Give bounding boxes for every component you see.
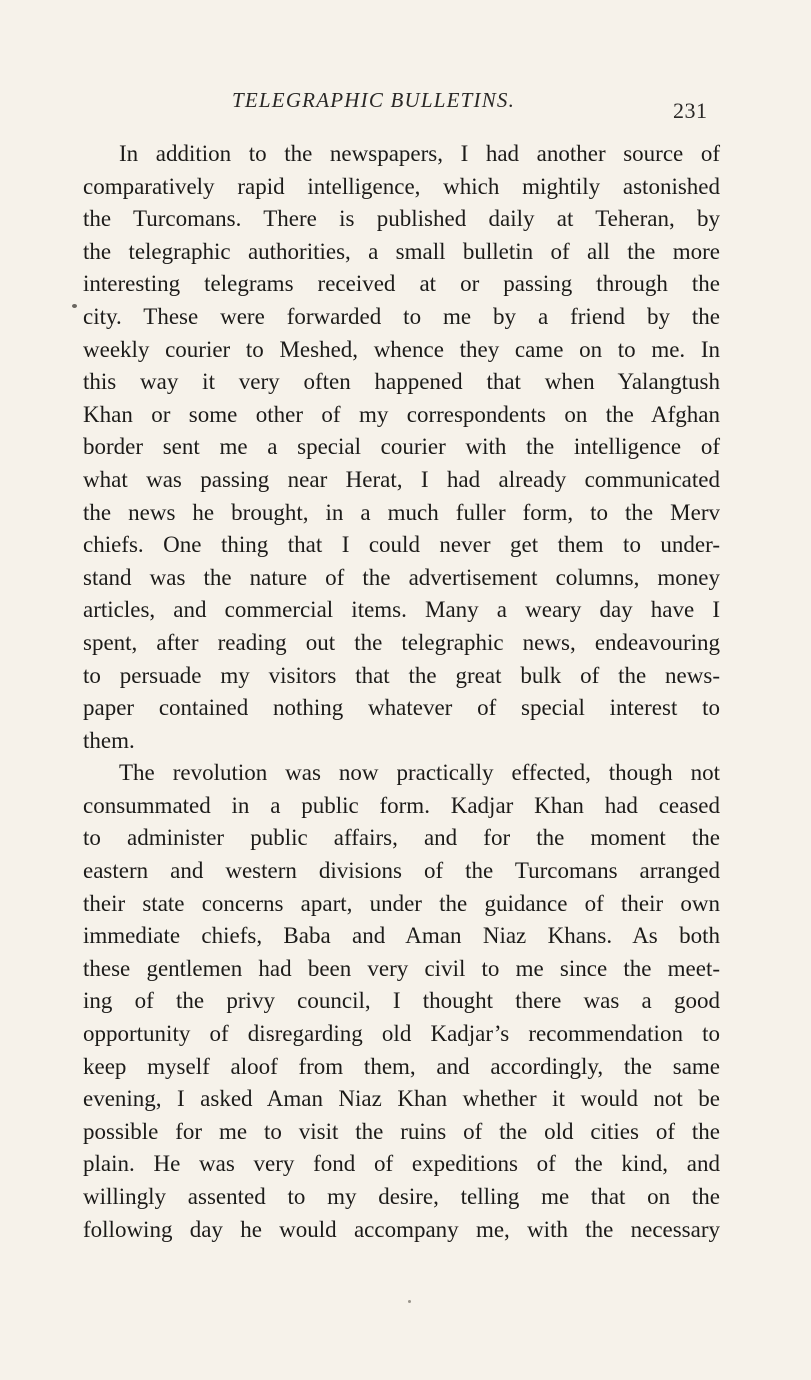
- paragraph-1: [83, 138, 720, 757]
- text-line: the Turcomans. There is published daily at Teheran, by: [83, 206, 720, 232]
- text-line: the telegraphic authorities, a small bulletin of all the more: [83, 238, 720, 264]
- body-text: [83, 138, 720, 1246]
- running-head: [0, 88, 811, 123]
- text-line: eastern and western divisions of the Turcomans arranged: [83, 858, 720, 884]
- text-line: plain. He was very fond of expeditions of the kind, and: [83, 1151, 720, 1177]
- paragraph-2: [83, 757, 720, 1246]
- ink-speck: [72, 304, 77, 308]
- text-line: possible for me to visit the ruins of the old cities of the: [83, 1118, 720, 1144]
- text-line: interesting telegrams received at or passing through the: [83, 271, 720, 297]
- text-line: spent, after reading out the telegraphic news, endeavouring: [83, 629, 720, 655]
- text-line: Khan or some other of my correspondents on the Afghan: [83, 401, 720, 427]
- text-line: border sent me a special courier with the intelligence of: [83, 434, 720, 460]
- text-line: paper contained nothing whatever of special interest to: [83, 695, 720, 721]
- text-line: immediate chiefs, Baba and Aman Niaz Khans. As both: [83, 923, 720, 949]
- text-line: stand was the nature of the advertisement columns, money: [83, 564, 720, 590]
- text-line: them.: [83, 727, 135, 753]
- ink-speck: [408, 1300, 411, 1303]
- text-line: city. These were forwarded to me by a friend by the: [83, 303, 720, 329]
- text-line: willingly assented to my desire, telling me that on the: [83, 1184, 720, 1209]
- text-line: comparatively rapid intelligence, which mightily astonished: [83, 173, 720, 199]
- text-line: articles, and commercial items. Many a weary day have I: [83, 597, 720, 623]
- text-line: consummated in a public form. Kadjar Khan had ceased: [83, 792, 720, 818]
- text-line: ing of the privy council, I thought there was a good: [83, 988, 720, 1014]
- running-title: TELEGRAPHIC BULLETINS.: [232, 88, 516, 112]
- text-line: following day he would accompany me, with the necessary: [83, 1216, 720, 1242]
- page-number: 231: [673, 98, 708, 123]
- text-line: what was passing near Herat, I had already communicated: [83, 466, 720, 492]
- text-line: the news he brought, in a much fuller form, to the Merv: [83, 499, 720, 525]
- text-line: this way it very often happened that when Yalangtush: [83, 369, 720, 395]
- text-line: evening, I asked Aman Niaz Khan whether it would not be: [83, 1086, 720, 1112]
- text-line: opportunity of disregarding old Kadjar’s recommendation to: [83, 1021, 720, 1047]
- text-line: their state concerns apart, under the guidance of their own: [83, 890, 720, 916]
- text-line: to administer public affairs, and for the moment the: [83, 825, 720, 851]
- text-line: The revolution was now practically effected, though not: [119, 760, 720, 786]
- text-line: to persuade my visitors that the great bulk of the news-: [83, 662, 720, 688]
- text-line: weekly courier to Meshed, whence they came on to me. In: [83, 336, 720, 362]
- text-line: keep myself aloof from them, and accordingly, the same: [83, 1053, 720, 1079]
- text-line: chiefs. One thing that I could never get them to under-: [83, 532, 720, 558]
- text-line: In addition to the newspapers, I had another source of: [119, 141, 720, 166]
- text-line: these gentlemen had been very civil to me since the meet-: [83, 955, 720, 981]
